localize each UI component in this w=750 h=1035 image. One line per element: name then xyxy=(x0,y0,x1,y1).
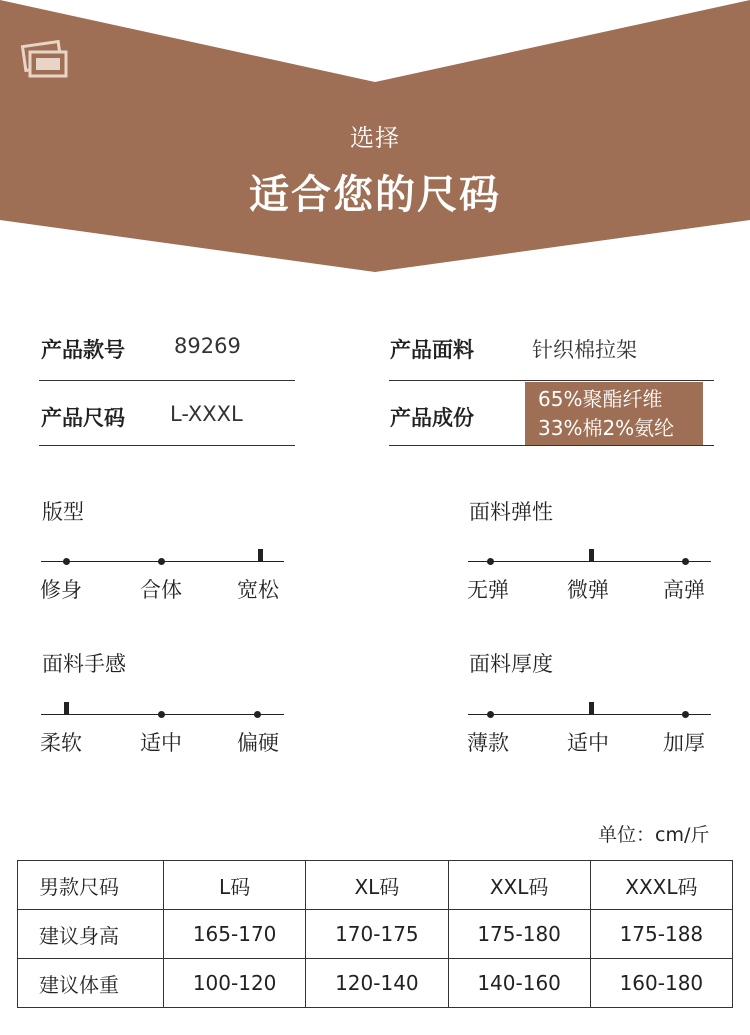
model-label: 产品款号 xyxy=(41,338,125,362)
table-cell: 170-175 xyxy=(306,910,448,959)
selected-marker xyxy=(258,549,263,562)
divider xyxy=(389,380,714,381)
scale-dot xyxy=(254,711,261,718)
scale-dot xyxy=(487,711,494,718)
scale-label: 适中 xyxy=(567,731,609,755)
table-header-cell: XL码 xyxy=(306,861,448,910)
divider xyxy=(39,445,295,446)
fabric-value: 针织棉拉架 xyxy=(532,338,637,362)
size-table xyxy=(17,860,733,1008)
elasticity-scale-title: 面料弹性 xyxy=(469,500,553,524)
composition-label: 产品成份 xyxy=(390,406,474,430)
scale-label: 偏硬 xyxy=(237,731,279,755)
scale-label: 加厚 xyxy=(663,731,705,755)
scale-dot xyxy=(682,711,689,718)
size-value: L-XXXL xyxy=(170,402,243,426)
thickness-scale-title: 面料厚度 xyxy=(469,652,553,676)
scale-label: 无弹 xyxy=(467,578,509,602)
fit-scale-title: 版型 xyxy=(42,500,84,524)
table-header-cell: XXXL码 xyxy=(590,861,732,910)
composition-badge xyxy=(525,382,703,445)
table-cell: 100-120 xyxy=(164,959,306,1008)
fabric-label: 产品面料 xyxy=(390,338,474,362)
size-label: 产品尺码 xyxy=(41,406,125,430)
scale-label: 微弹 xyxy=(567,578,609,602)
scale-label: 适中 xyxy=(140,731,182,755)
table-row xyxy=(18,959,733,1008)
table-header-cell: XXL码 xyxy=(448,861,590,910)
feel-scale-title: 面料手感 xyxy=(42,652,126,676)
unit-label: 单位：cm/斤 xyxy=(598,824,710,846)
divider xyxy=(39,380,295,381)
table-cell: 165-170 xyxy=(164,910,306,959)
scale-dot xyxy=(63,558,70,565)
scale-label: 高弹 xyxy=(663,578,705,602)
table-cell: 120-140 xyxy=(306,959,448,1008)
table-header-cell: L码 xyxy=(164,861,306,910)
table-cell: 建议身高 xyxy=(18,910,164,959)
table-cell: 175-180 xyxy=(448,910,590,959)
composition-line: 33%棉2%氨纶 xyxy=(538,416,675,440)
divider xyxy=(389,445,714,446)
selected-marker xyxy=(64,702,69,715)
table-header-row xyxy=(18,861,733,910)
composition-line: 65%聚酯纤维 xyxy=(538,387,663,411)
model-value: 89269 xyxy=(174,334,241,358)
scale-dot xyxy=(682,558,689,565)
scale-dot xyxy=(158,558,165,565)
table-cell: 140-160 xyxy=(448,959,590,1008)
header-subtitle: 选择 xyxy=(350,124,400,152)
selected-marker xyxy=(589,549,594,562)
page-title: 适合您的尺码 xyxy=(249,172,501,218)
scale-label: 合体 xyxy=(140,578,182,602)
table-cell: 175-188 xyxy=(590,910,732,959)
scale-label: 宽松 xyxy=(237,578,279,602)
table-row xyxy=(18,910,733,959)
scale-label: 薄款 xyxy=(467,731,509,755)
scale-dot xyxy=(487,558,494,565)
table-cell: 160-180 xyxy=(590,959,732,1008)
table-header-cell: 男款尺码 xyxy=(18,861,164,910)
scale-label: 柔软 xyxy=(40,731,82,755)
table-cell: 建议体重 xyxy=(18,959,164,1008)
scale-dot xyxy=(158,711,165,718)
selected-marker xyxy=(589,702,594,715)
header-banner xyxy=(0,0,750,280)
scale-label: 修身 xyxy=(40,578,82,602)
